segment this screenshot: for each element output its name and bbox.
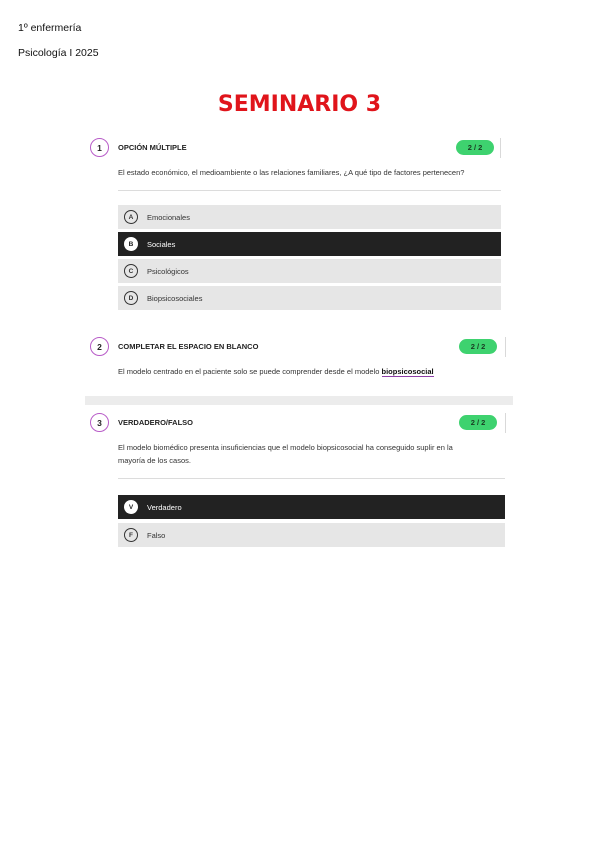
header-course: 1º enfermería [18, 22, 82, 34]
option-letter: D [124, 291, 138, 305]
page-title: SEMINARIO 3 [217, 92, 382, 117]
question-text [118, 441, 453, 467]
option-label: Emocionales [147, 212, 190, 222]
question-sentence: El modelo centrado en el paciente solo se puede comprender desde el modelo [118, 367, 380, 376]
option-verdadero-selected[interactable] [118, 495, 505, 519]
option-letter: C [124, 264, 138, 278]
option-label: Falso [147, 530, 166, 540]
question-type: OPCIÓN MÚLTIPLE [118, 143, 187, 152]
option-letter: A [124, 210, 138, 224]
filled-blank-answer: biopsicosocial [381, 367, 434, 376]
question-text [118, 365, 434, 378]
score-badge: 2 / 2 [459, 415, 497, 430]
option-label: Verdadero [147, 502, 182, 512]
option-label: Psicológicos [147, 266, 189, 276]
question-text-line: El modelo biomédico presenta insuficiencias que el modelo biopsicosocial ha conseguido suplir en la [118, 443, 453, 452]
question-number-badge: 3 [90, 413, 109, 432]
separator [118, 478, 505, 479]
option-label: Sociales [147, 239, 176, 249]
divider [500, 138, 501, 158]
question-number-badge: 2 [90, 337, 109, 356]
option-c[interactable] [118, 259, 501, 283]
option-letter: B [124, 237, 138, 251]
question-number-badge: 1 [90, 138, 109, 157]
divider [505, 413, 506, 433]
option-letter: V [124, 500, 138, 514]
question-3-header [90, 413, 510, 435]
option-letter: F [124, 528, 138, 542]
option-a[interactable] [118, 205, 501, 229]
question-1-header [90, 138, 510, 160]
section-divider [85, 396, 513, 405]
question-type: VERDADERO/FALSO [118, 418, 194, 427]
score-badge: 2 / 2 [459, 339, 497, 354]
separator [118, 190, 501, 191]
option-d[interactable] [118, 286, 501, 310]
score-badge: 2 / 2 [456, 140, 494, 155]
question-text-line: mayoría de los casos. [118, 456, 191, 465]
option-b-selected[interactable] [118, 232, 501, 256]
question-2-header [90, 337, 510, 359]
question-text: El estado económico, el medioambiente o las relaciones familiares, ¿A qué tipo de factores pertenecen? [118, 168, 465, 177]
divider [505, 337, 506, 357]
question-type: COMPLETAR EL ESPACIO EN BLANCO [118, 342, 259, 351]
option-label: Biopsicosociales [147, 293, 203, 303]
header-subject: Psicología I 2025 [18, 47, 99, 59]
option-falso[interactable] [118, 523, 505, 547]
